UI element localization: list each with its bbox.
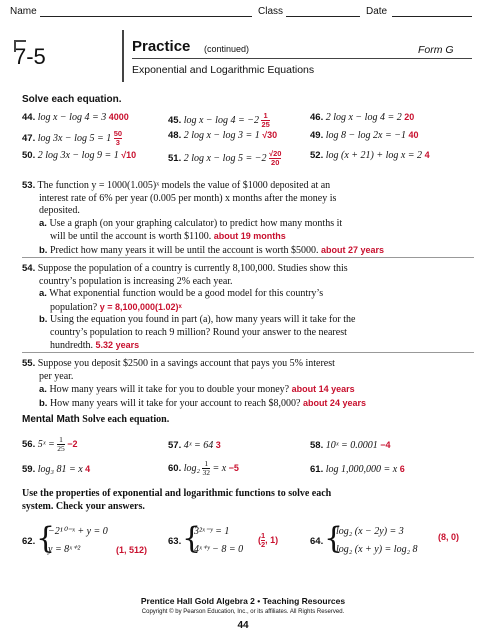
problem-60: 60. log₂ $\frac{1}{32}$ = x −5	[168, 459, 239, 477]
divider-2	[22, 352, 474, 353]
problem-61: 61. log 1,000,000 = x 6	[310, 464, 405, 475]
class-label: Class	[258, 6, 284, 17]
lesson-title: Practice	[132, 38, 191, 55]
corner-mark	[14, 40, 26, 52]
problem-53: 53. The function y = 1000(1.005)ˣ models the value of $1000 deposited at an interest rate of 6% per year (0.005 per month) x months after the money is deposited. a. Use a graph (on your graphing calculator) to predict how many months it will be until the account is worth $1100. about 19 months b. Predict how many years it will be until the account is worth $5000. about 27 years	[22, 180, 385, 256]
footer-copyright: Copyright © by Pearson Education, Inc., or its affiliates. All Rights Reserved.	[141, 609, 345, 615]
name-line	[40, 16, 252, 17]
problem-46: 46. 2 log x − log 4 = 2 20	[310, 112, 415, 123]
problem-51: 51. 2 log x − log 5 = −2 $\frac{√20}{20}$	[168, 149, 282, 167]
problem-57: 57. 4ˣ = 64 3	[168, 440, 221, 451]
lesson-title-note: (continued)	[204, 44, 250, 54]
title-rule	[132, 58, 472, 59]
problem-54: 54. Suppose the population of a country is currently 8,100,000. Studies show this country’s population is increasing 2% each year. a. What exponential function would be a good model for this country’s population? y = 8,100,000(1.02)ˣ b. Using the equation you found in part (a), how many years will it take for the country’s population to reach 9 million? Round your answer to the nearest hundredth. 5.32 years	[22, 263, 356, 351]
brace-icon: {	[36, 521, 56, 556]
page-number: 44	[237, 620, 249, 631]
problem-44: 44. log x − log 4 = 3 4000	[22, 112, 129, 123]
lesson-subtitle: Exponential and Logarithmic Equations	[132, 64, 315, 76]
problem-50: 50. 2 log 3x − log 9 = 1 √10	[22, 150, 137, 161]
problem-47: 47. log 3x − log 5 = 1 $\frac{50}{3}$	[22, 129, 123, 147]
class-line	[286, 16, 360, 17]
problem-52: 52. log (x + 21) + log x = 2 4	[310, 150, 430, 161]
problem-58: 58. 10ˣ = 0.0001 −4	[310, 440, 391, 451]
name-label: Name	[10, 6, 37, 17]
problem-48: 48. 2 log x − log 3 = 1 √30	[168, 130, 278, 141]
problem-49: 49. log 8 − log 2x = −1 40	[310, 130, 419, 141]
divider-1	[22, 257, 474, 258]
brace-icon: {	[324, 521, 344, 556]
systems-heading: Use the properties of exponential and logarithmic functions to solve each system. Check your answers.	[22, 488, 332, 512]
problem-55: 55. Suppose you deposit $2500 in a savings account that pays you 5% interest per year. a. How many years will it take for you to double your money? about 14 years b. How many years will it take for your account to reach $8,000? about 24 years	[22, 358, 366, 409]
brace-icon: {	[182, 521, 202, 556]
mental-math-heading: Mental Math Solve each equation.	[22, 414, 170, 425]
form-label: Form G	[418, 44, 454, 56]
date-line	[392, 16, 472, 17]
lesson-number: 7-5	[14, 44, 46, 69]
lesson-divider	[122, 30, 124, 82]
problem-59: 59. log₃ 81 = x 4	[22, 464, 91, 475]
problem-56: 56. 5ˣ = $\frac{1}{25}$ −2	[22, 435, 78, 453]
date-label: Date	[366, 6, 388, 17]
problem-45: 45. log x − log 4 = −2 $\frac{1}{25}$	[168, 111, 270, 129]
footer-book: Prentice Hall Gold Algebra 2 • Teaching Resources	[140, 596, 346, 606]
section-heading: Solve each equation.	[22, 94, 122, 105]
